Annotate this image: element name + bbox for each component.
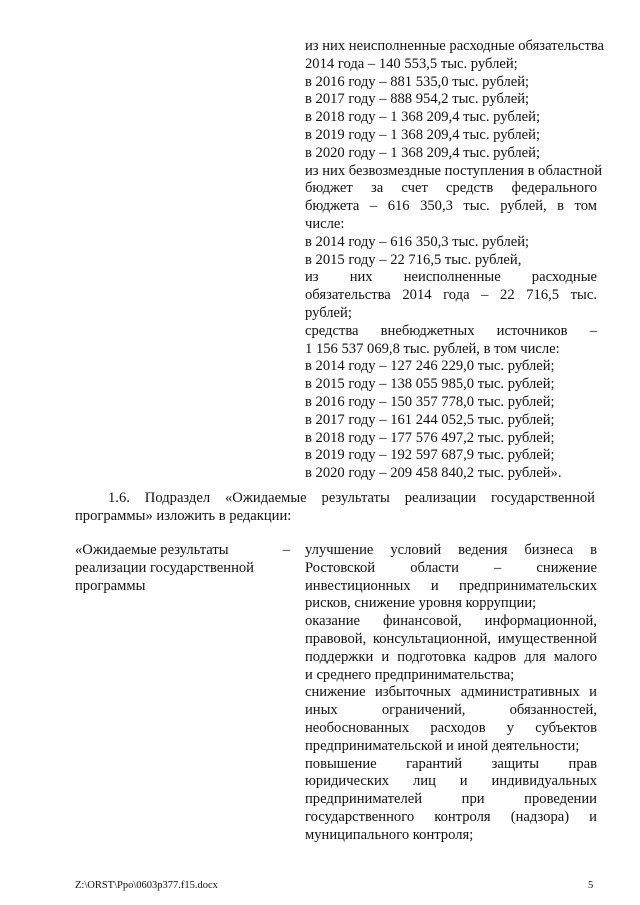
result-line: инвестиционных и предпринимательских bbox=[305, 577, 597, 594]
footer-file-path: Z:\ORST\Ppo\0603p377.f15.docx bbox=[75, 880, 218, 891]
funding-line: из них безвозмездные поступления в областной bbox=[305, 162, 603, 179]
funding-line: 1 156 537 069,8 тыс. рублей, в том числе: bbox=[305, 340, 560, 357]
funding-line: из них неисполненные расходные bbox=[305, 269, 597, 286]
funding-line: обязательства 2014 года – 22 716,5 тыс. bbox=[305, 287, 597, 304]
funding-line: в 2020 году – 1 368 209,4 тыс. рублей; bbox=[305, 144, 541, 161]
funding-line: в 2015 году – 22 716,5 тыс. рублей, bbox=[305, 251, 522, 268]
result-line: поддержки и подготовка кадров для малого bbox=[305, 648, 597, 665]
results-label-line-2: реализации государственной bbox=[75, 559, 254, 576]
funding-line: бюджет за счет средств федерального bbox=[305, 180, 597, 197]
funding-line: в 2018 году – 177 576 497,2 тыс. рублей; bbox=[305, 429, 555, 446]
result-line: предпринимательской и иной деятельности; bbox=[305, 737, 580, 754]
results-label bbox=[75, 542, 290, 595]
funding-line: в 2019 году – 192 597 687,9 тыс. рублей; bbox=[305, 447, 555, 464]
result-line: юридических лиц и индивидуальных bbox=[305, 773, 597, 790]
section-paragraph-line-2: программы» изложить в редакции: bbox=[75, 507, 292, 524]
result-line: улучшение условий ведения бизнеса в bbox=[305, 542, 597, 558]
funding-line: бюджета – 616 350,3 тыс. рублей, в том bbox=[305, 198, 597, 215]
funding-line: средства внебюджетных источников – bbox=[305, 322, 597, 339]
label-dash: – bbox=[282, 542, 290, 558]
footer-page-number: 5 bbox=[588, 880, 594, 891]
result-line: и среднего предпринимательства; bbox=[305, 666, 515, 683]
result-line: снижение избыточных административных и bbox=[305, 684, 597, 701]
result-line: правовой, консультационной, имущественной bbox=[305, 630, 597, 647]
funding-line: из них неисполненные расходные обязательства bbox=[305, 38, 604, 54]
funding-line: в 2016 году – 881 535,0 тыс. рублей; bbox=[305, 73, 530, 90]
results-label-line-3: программы bbox=[75, 577, 146, 594]
results-label-line-1: «Ожидаемые результаты bbox=[75, 542, 229, 558]
result-line: повышение гарантий защиты прав bbox=[305, 755, 597, 772]
funding-list bbox=[305, 38, 604, 483]
section-paragraph-line-1: 1.6. Подраздел «Ожидаемые результаты реализации государственной bbox=[108, 490, 595, 506]
result-line: оказание финансовой, информационной, bbox=[305, 613, 597, 630]
funding-line: в 2018 году – 1 368 209,4 тыс. рублей; bbox=[305, 109, 541, 126]
funding-line: в 2016 году – 150 357 778,0 тыс. рублей; bbox=[305, 393, 555, 410]
funding-line: в 2019 году – 1 368 209,4 тыс. рублей; bbox=[305, 126, 541, 143]
funding-line: в 2020 году – 209 458 840,2 тыс. рублей». bbox=[305, 465, 562, 482]
expected-results-list bbox=[305, 542, 597, 845]
section-paragraph bbox=[75, 490, 595, 526]
result-line: иных ограничений, обязанностей, bbox=[305, 702, 597, 719]
result-line: муниципального контроля; bbox=[305, 826, 474, 843]
result-line: необоснованных расходов у субъектов bbox=[305, 719, 597, 736]
funding-line: 2014 года – 140 553,5 тыс. рублей; bbox=[305, 55, 518, 72]
result-line: рисков, снижение уровня коррупции; bbox=[305, 595, 537, 612]
result-line: Ростовской области – снижение bbox=[305, 559, 597, 576]
funding-line: числе: bbox=[305, 215, 345, 232]
funding-line: в 2014 году – 616 350,3 тыс. рублей; bbox=[305, 233, 530, 250]
funding-line: в 2014 году – 127 246 229,0 тыс. рублей; bbox=[305, 358, 555, 375]
funding-line: рублей; bbox=[305, 304, 352, 321]
funding-line: в 2017 году – 888 954,2 тыс. рублей; bbox=[305, 91, 530, 108]
funding-line: в 2015 году – 138 055 985,0 тыс. рублей; bbox=[305, 376, 555, 393]
result-line: предпринимателей при проведении bbox=[305, 791, 597, 808]
result-line: государственного контроля (надзора) и bbox=[305, 808, 597, 825]
funding-line: в 2017 году – 161 244 052,5 тыс. рублей; bbox=[305, 411, 555, 428]
